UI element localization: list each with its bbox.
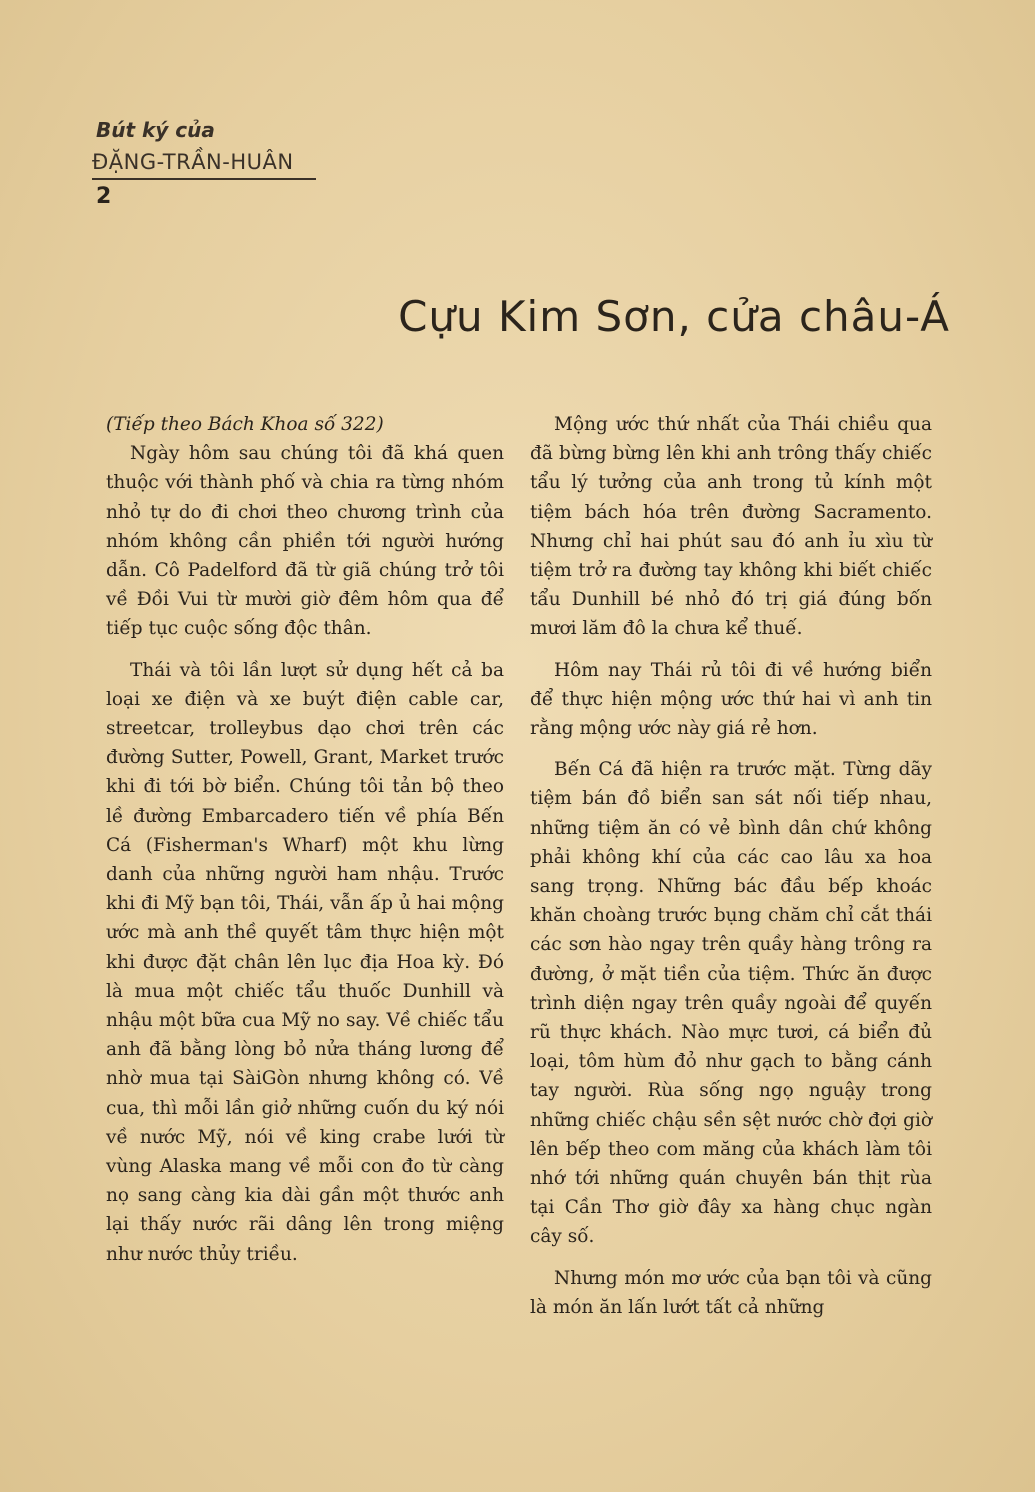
author-name: ĐẶNG-TRẦN-HUÂN	[92, 150, 316, 180]
paragraph: Hôm nay Thái rủ tôi đi về hướng biển để thực hiện mộng ước thứ hai vì anh tin rằng mộng ước này giá rẻ hơn.	[530, 659, 932, 740]
paragraph: Thái và tôi lần lượt sử dụng hết cả ba loại xe điện và xe buýt điện cable car, streetcar, trolleybus dạo chơi trên các đường Sutter, Powell, Grant, Market trước khi đi tới bờ biển. Chúng tôi tản bộ theo lề đường Embarcadero tiến về phía Bến Cá (Fisherman's Wharf) một khu lừng danh của những người ham nhậu. Trước khi đi Mỹ bạn tôi, Thái, vẫn ấp ủ hai mộng ước mà anh thề quyết tâm thực hiện một khi được đặt chân lên lục địa Hoa kỳ. Đó là mua một chiếc tẩu thuốc Dunhill và nhậu một bữa cua Mỹ no say. Về chiếc tẩu anh đã bằng lòng bỏ nửa tháng lương để nhờ mua tại SàiGòn nhưng không có. Về cua, thì mỗi lần giở những cuốn du ký nói về nước Mỹ, nói về king crabe lưới từ vùng Alaska mang về mỗi con đo từ càng nọ sang càng kia dài gần một thước anh lại thấy nước rãi dâng lên trong miệng như nước thủy triều.	[106, 659, 504, 1265]
byline	[92, 118, 322, 209]
column-left	[106, 410, 504, 1281]
paragraph: Nhưng món mơ ước của bạn tôi và cũng là món ăn lấn lướt tất cả những	[530, 1267, 932, 1318]
paragraph: Mộng ước thứ nhất của Thái chiều qua đã bừng bừng lên khi anh trông thấy chiếc tẩu lý tưởng của anh trong tủ kính một tiệm bách hóa trên đường Sacramento. Nhưng chỉ hai phút sau đó anh ỉu xìu từ tiệm trở ra đường tay không khi biết chiếc tẩu Dunhill bé nhỏ đó trị giá đúng bốn mươi lăm đô la chưa kể thuế.	[530, 414, 932, 640]
paragraph: Ngày hôm sau chúng tôi đã khá quen thuộc với thành phố và chia ra từng nhóm nhỏ tự do đi chơi theo chương trình của nhóm không cần phiền tới người hướng dẫn. Cô Padelford đã từ giã chúng trở tôi về Đồi Vui từ mười giờ đêm hôm qua để tiếp tục cuộc sống độc thân.	[106, 443, 504, 640]
article-title: Cựu Kim Sơn, cửa châu-Á	[398, 292, 950, 341]
part-number: 2	[96, 184, 112, 209]
column-right	[530, 410, 932, 1334]
continued-note: (Tiếp theo Bách Khoa số 322)	[106, 414, 384, 435]
byline-prefix: Bút ký của	[96, 118, 215, 142]
paragraph: Bến Cá đã hiện ra trước mặt. Từng dãy tiệm bán đồ biển san sát nối tiếp nhau, những tiệm ăn có vẻ bình dân chứ không phải không khí của các cao lâu xa hoa sang trọng. Những bác đầu bếp khoác khăn choàng trước bụng chăm chỉ cắt thái các sơn hào ngay trên quầy hàng trông ra đường, ở mặt tiền của tiệm. Thức ăn được trình diện ngay trên quầy ngoài để quyến rũ thực khách. Nào mực tươi, cá biển đủ loại, tôm hùm đỏ như gạch to bằng cánh tay người. Rùa sống ngọ nguậy trong những chiếc chậu sền sệt nước chờ đợi giờ lên bếp theo com măng của khách làm tôi nhớ tới những quán chuyên bán thịt rùa tại Cần Thơ giờ đây xa hàng chục ngàn cây số.	[530, 759, 932, 1248]
